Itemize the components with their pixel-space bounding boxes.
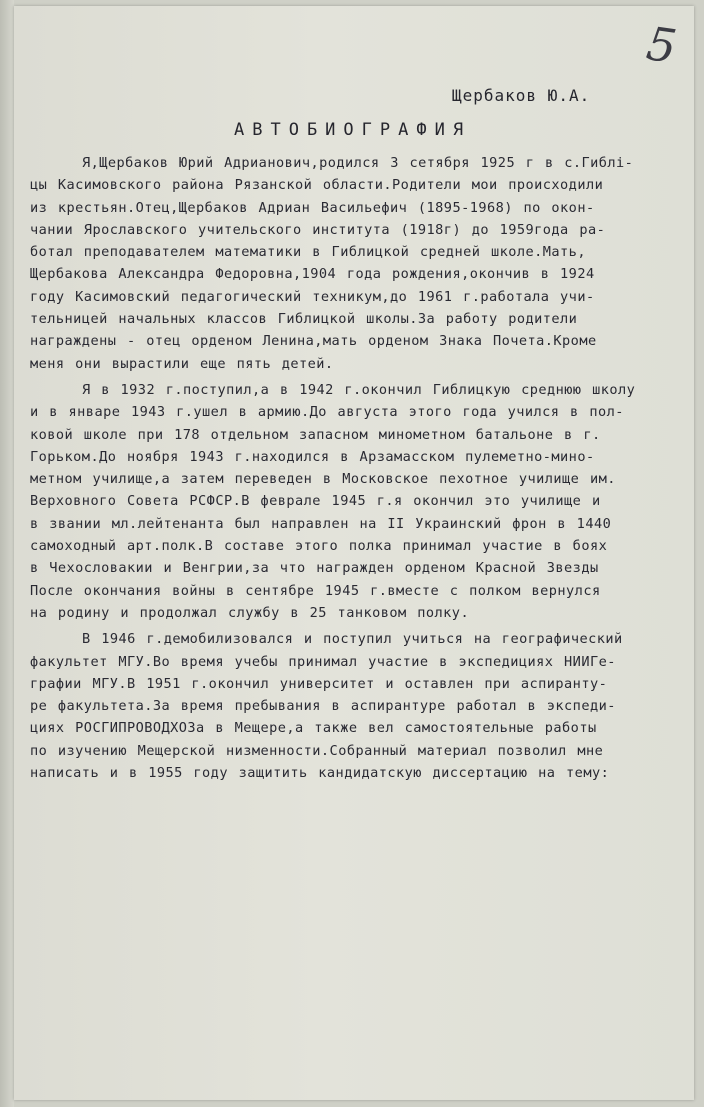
text-line: на родину и продолжал службу в 25 танковом полку. bbox=[30, 604, 470, 621]
text-line: самоходный арт.полк.В составе этого полка принимал участие в боях bbox=[30, 538, 608, 555]
text-line: в звании мл.лейтенанта был направлен на II Украинский фрон в 1440 bbox=[30, 515, 612, 532]
text-line: Верховного Совета РСФСР.В феврале 1945 г.я окончил это училище и bbox=[30, 493, 601, 510]
page-number: 5 bbox=[643, 16, 680, 74]
paragraph-3 bbox=[30, 628, 690, 784]
text-line: Горьком.До ноября 1943 г.находился в Арзамасском пулеметно-мино- bbox=[30, 448, 595, 465]
text-line: ковой школе при 178 отдельном запасном минометном батальоне в г. bbox=[30, 426, 601, 443]
text-line: цы Касимовского района Рязанской области.Родители мои происходили bbox=[30, 177, 604, 194]
text-line: метном училище,а затем переведен в Московское пехотное училище им. bbox=[30, 471, 616, 488]
text-line: графии МГУ.В 1951 г.окончил университет и оставлен при аспиранту- bbox=[30, 675, 608, 692]
text-line: награждены - отец орденом Ленина,мать орденом Знака Почета.Кроме bbox=[30, 333, 597, 350]
text-line: написать и в 1955 году защитить кандидатскую диссертацию на тему: bbox=[30, 765, 610, 782]
text-line: факультет МГУ.Во время учебы принимал участие в экспедициях НИИГе- bbox=[30, 653, 616, 670]
paragraph-1 bbox=[30, 152, 690, 375]
text-line: После окончания войны в сентябре 1945 г.вместе с полком вернулся bbox=[30, 582, 601, 599]
text-line: меня они вырастили еще пять детей. bbox=[30, 355, 334, 372]
text-line: ре факультета.За время пребывания в аспирантуре работал в экспеди- bbox=[30, 698, 616, 715]
page-edge bbox=[0, 0, 14, 1107]
author-name: Щербаков Ю.А. bbox=[452, 86, 591, 105]
text-line: по изучению Мещерской низменности.Собранный материал позволил мне bbox=[30, 742, 604, 759]
text-line: Щербакова Александра Федоровна,1904 года рождения,окончив в 1924 bbox=[30, 266, 595, 283]
text-line: из крестьян.Отец,Щербаков Адриан Васильефич (1895-1968) по окон- bbox=[30, 199, 595, 216]
text-line: В 1946 г.демобилизовался и поступил учиться на географический bbox=[82, 631, 623, 648]
paragraph-2 bbox=[30, 379, 690, 624]
text-line: в Чехословакии и Венгрии,за что награжден орденом Красной Звезды bbox=[30, 560, 599, 577]
text-line: чании Ярославского учительского института (1918г) до 1959года ра- bbox=[30, 221, 606, 238]
text-line: Я в 1932 г.поступил,а в 1942 г.окончил Гиблицкую среднюю школу bbox=[82, 381, 636, 398]
document-title: АВТОБИОГРАФИЯ bbox=[234, 120, 472, 140]
text-line: циях РОСГИПРОВОДХОЗа в Мещере,а также вел самостоятельные работы bbox=[30, 720, 597, 737]
text-line: и в январе 1943 г.ушел в армию.До августа этого года учился в пол- bbox=[30, 404, 624, 421]
document-body bbox=[30, 152, 690, 784]
text-line: тельницей начальных классов Гиблицкой школы.За работу родители bbox=[30, 311, 578, 328]
text-line: году Касимовский педагогический техникум,до 1961 г.работала учи- bbox=[30, 288, 595, 305]
text-line: Я,Щербаков Юрий Адрианович,родился 3 сетября 1925 г в с.Гиблі- bbox=[82, 155, 634, 171]
text-line: ботал преподавателем математики в Гиблицкой средней школе.Мать, bbox=[30, 244, 586, 261]
